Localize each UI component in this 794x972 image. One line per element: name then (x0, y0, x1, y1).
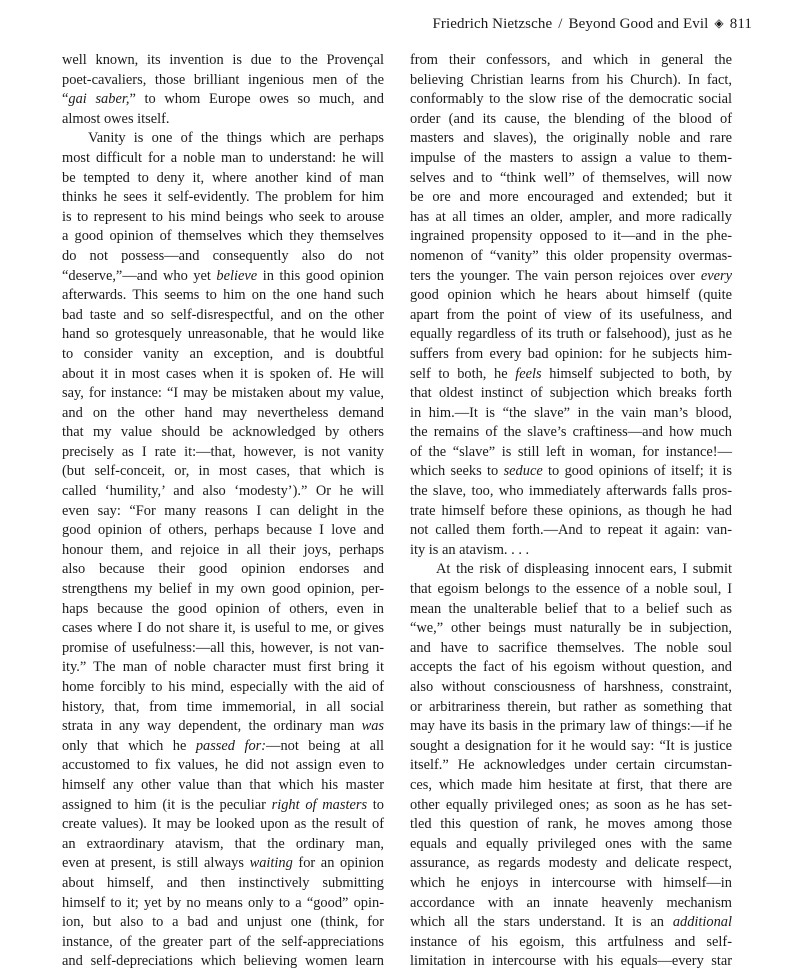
text-line: himself any other value than that which his master (62, 776, 384, 793)
text-run: ” to whom Europe owes so much, and (129, 91, 384, 108)
text-line: say, for instance: “I may be mistaken about my value, (62, 385, 384, 402)
text-line: accustomed to fix values, he did not assign even to (62, 757, 384, 774)
text-run: only that which he (62, 737, 196, 754)
text-run: which all the stars understand. It is an (410, 914, 673, 931)
text-line: instance of his egoism, this artfulness and self- (410, 933, 732, 950)
italic-text: feels (515, 365, 542, 382)
text-line: impulse of the masters to assign a value to them- (410, 149, 732, 166)
text-line: other equally privileged ones; as soon as he has set- (410, 796, 732, 813)
text-line: well known, its invention is due to the Provençal (62, 52, 384, 68)
text-run: self to both, he (410, 365, 516, 382)
text-line: good opinion of others, perhaps because I love and (62, 522, 384, 539)
text-run: in this good opinion (257, 267, 384, 284)
text-line (410, 267, 732, 287)
text-run: strata in any way dependent, the ordinary man (62, 718, 362, 735)
text-line: from their confessors, and which in general the (410, 52, 732, 68)
text-line: that egoism belongs to the essence of a noble soul, I (410, 581, 732, 598)
text-line: hand so grotesquely unreasonable, that he would like (62, 326, 384, 343)
text-line: order (and its cause, the blending of the blood of (410, 110, 732, 127)
text-line: a good opinion of themselves which they themselves (62, 228, 384, 245)
text-line: and self-depreciations which believing women learn (62, 953, 384, 970)
text-line: the slave, too, who immediately afterwards falls pros- (410, 483, 732, 500)
text-line: suffers from every bad opinion: for he subjects him- (410, 345, 732, 362)
text-run: “deserve,”—and who yet (62, 267, 217, 284)
text-line: also without consciousness of harshness, constraint, (410, 679, 732, 695)
text-line: instance, of the greater part of the self-appreciations (62, 933, 384, 950)
text-line: an extraordinary atavism, that the ordinary man, (62, 835, 384, 852)
text-line: is to represent to his mind beings who seek to arouse (62, 208, 384, 225)
text-line: thinks he sees it self-evidently. The problem for him (62, 189, 384, 206)
text-line: strengthens my belief in my own good opinion, per- (62, 581, 384, 598)
text-line: haps because the good opinion of others, even in (62, 600, 384, 617)
right-text-column (410, 51, 732, 972)
text-line: equally regardless of its truth or falsehood), just as he (410, 326, 732, 343)
text-line: ces, which made him hesitate at first, that there are (410, 776, 732, 793)
text-run: to good opinions of itself; it is (542, 463, 733, 480)
text-line: even say: “For many reasons I can delight in the (62, 502, 384, 519)
text-line: also because their good opinion endorses and (62, 561, 384, 578)
text-line (62, 717, 384, 737)
text-line (62, 796, 384, 816)
text-line: about it in most cases when it is spoken of. He will (62, 365, 384, 382)
text-line: about himself, and then instinctively submitting (62, 874, 384, 891)
text-line: and on the other hand may nevertheless demand (62, 404, 384, 421)
text-line: called ‘humility,’ and also ‘modesty’).” Or he will (62, 483, 384, 500)
text-line: precisely as I rate it:—that, however, is not vanity (62, 443, 384, 460)
text-line: limitation in intercourse with his equals—every star (410, 953, 732, 970)
text-line: promise of usefulness:—all this, however, is not van- (62, 639, 384, 656)
text-line (62, 267, 384, 287)
text-line: conformably to the slow rise of the democratic social (410, 91, 732, 108)
text-line: ingrained propensity opposed to it—and in the phe- (410, 228, 732, 245)
text-line: himself to it; yet by no means only to a “good” opin- (62, 894, 384, 911)
text-line (62, 90, 384, 110)
text-line (62, 737, 384, 757)
italic-text: every (700, 267, 732, 284)
text-line: may have its basis in the primary law of things:—if he (410, 718, 732, 735)
text-run: even at present, is still always (62, 855, 250, 872)
italic-text: waiting (249, 855, 293, 872)
text-run: to (367, 796, 384, 813)
text-line: sought a designation for it he would say: “It is justice (410, 737, 732, 754)
italic-text: gai saber, (68, 91, 130, 108)
text-line: believing Christian learns from his Church). In fact, (410, 71, 732, 88)
text-line: afterwards. This seems to him on the one hand such (62, 287, 384, 304)
text-line (410, 365, 732, 385)
text-run: himself subjected to both, by (541, 365, 732, 382)
text-line: accordance with an innate heavenly mechanism (410, 894, 732, 911)
text-line: that my value should be acknowledged by others (62, 424, 384, 441)
page-number: 811 (729, 16, 752, 32)
text-line: do not possess—and consequently also do not (62, 247, 384, 264)
text-run: for an opinion (292, 855, 384, 872)
text-line: selves and to “think well” of themselves, will now (410, 169, 732, 186)
text-line: itself.” He acknowledges under certain circumstan- (410, 757, 732, 774)
text-line: (but self-conceit, or, in most cases, that which is (62, 463, 384, 480)
text-line (410, 462, 732, 482)
text-line: apart from the point of view of its usefulness, and (410, 306, 732, 323)
text-line: and have to sacrifice themselves. The noble soul (410, 639, 732, 656)
text-run: which seeks to (410, 463, 504, 480)
text-line: in him.—It is “the slave” in the vain man’s blood, (410, 404, 732, 421)
text-line: cases where I do not share it, is useful to me, or gives (62, 620, 384, 637)
text-line: tled this question of rank, he moves among those (410, 816, 732, 833)
text-line: the remains of the slave’s craftiness—and how much (410, 424, 732, 441)
text-line: ity.” The man of noble character must first bring it (62, 659, 384, 676)
running-header (420, 16, 752, 33)
text-line: assurance, as regards modesty and delicate respect, (410, 855, 732, 872)
text-line: masters and slaves), the originally noble and rare (410, 130, 732, 147)
text-line: accepts the fact of his egoism without question, and (410, 659, 732, 676)
text-line: that oldest instinct of subjection which breaks forth (410, 385, 732, 402)
italic-text: right of masters (271, 796, 368, 813)
header-author: Friedrich Nietzsche (432, 16, 553, 32)
text-line: Vanity is one of the things which are perhaps (88, 130, 384, 147)
header-book-title: Beyond Good and Evil (568, 16, 709, 32)
text-line: good opinion which he hears about himself (quite (410, 287, 732, 304)
header-bullet-icon: ◈ (714, 16, 724, 30)
text-line: to consider vanity an exception, and is doubtful (62, 345, 384, 362)
header-separator: / (558, 16, 563, 32)
text-run: “ (62, 91, 69, 108)
text-line: of the “slave” is still left in woman, for instance!— (410, 443, 732, 460)
text-line: which he enjoys in intercourse with himself—in (410, 874, 732, 891)
text-line: ity is an atavism. . . . (410, 541, 530, 558)
text-line: be tempted to deny it, where another kind of man (62, 169, 384, 186)
italic-text: seduce (503, 463, 543, 480)
text-line: bad taste and so self-disrespectful, and on the other (62, 306, 384, 323)
text-run: assigned to him (it is the peculiar (62, 796, 272, 813)
text-line: almost owes itself. (62, 110, 170, 127)
italic-text: was (361, 718, 384, 735)
text-line: has at all times an older, ampler, and more radically (410, 208, 732, 225)
text-line (62, 854, 384, 874)
text-line: be ore and more encouraged and extended; but it (410, 189, 732, 206)
text-line: At the risk of displeasing innocent ears, I submit (436, 561, 732, 578)
text-line: poet-cavaliers, those brilliant ingenious men of the (62, 71, 384, 88)
left-text-column (62, 51, 384, 972)
text-line: trate himself before these opinions, as though he had (410, 502, 732, 519)
text-line: honour them, and rejoice in all their joys, perhaps (62, 541, 384, 558)
text-line: most difficult for a noble man to understand: he will (62, 149, 384, 166)
text-line: “we,” other beings must naturally be in subjection, (410, 620, 732, 637)
text-run: —not being at all (266, 737, 384, 754)
text-line: equals and equally privileged ones with the same (410, 835, 732, 852)
text-line: create values). It may be looked upon as the result of (62, 816, 384, 833)
text-line: mean the unalterable belief that to a belief such as (410, 600, 732, 617)
text-line: nomenon of “vanity” this older propensity overmas- (410, 247, 732, 264)
italic-text: believe (216, 267, 258, 284)
text-line: home forcibly to his mind, especially with the aid of (62, 679, 384, 695)
italic-text: additional (672, 914, 732, 931)
italic-text: passed for: (195, 737, 267, 754)
text-run: ters the younger. The vain person rejoices over (410, 267, 701, 284)
text-line: ion, but also to a bad and unjust one (think, for (62, 914, 384, 931)
text-line (410, 913, 732, 933)
text-line: not called them forth.—And to repeat it again: van- (410, 522, 732, 539)
text-line: or arbitrariness therein, but rather as something that (410, 698, 732, 715)
text-line: history, that, from time immemorial, in all social (62, 698, 384, 715)
